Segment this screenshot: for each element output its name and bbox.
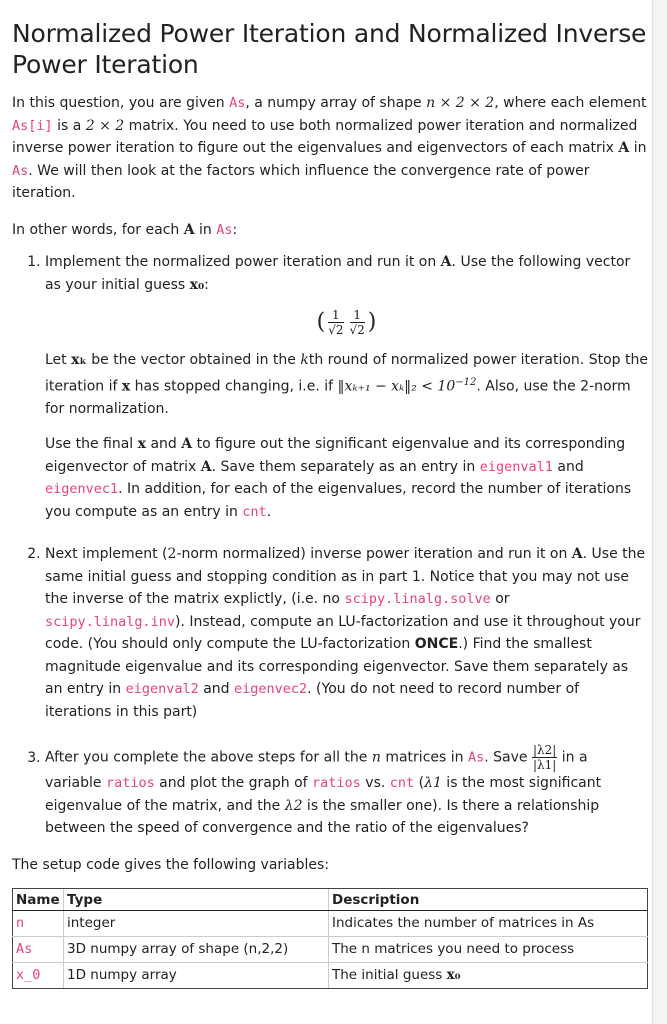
- table-row: As 3D numpy array of shape (n,2,2) The n matrices you need to process: [13, 937, 648, 963]
- math-stop-condition: ‖xₖ₊₁ − xₖ‖₂ < 10: [337, 378, 456, 395]
- code-As: As: [216, 221, 233, 238]
- intro-paragraph: In this question, you are given As, a numpy array of shape n × 2 × 2, where each element As[i] is a 2 × 2 matrix. You need to use both normalized power iteration and normalized inverse power iteration to figure out the eigenvalues and eigenvectors of each matrix A in As. We will then look at the factors which influence the convergence rate of power iteration.: [12, 95, 647, 201]
- header-description: Description: [329, 889, 648, 911]
- code-As-i: As[i]: [12, 117, 53, 134]
- setup-text: The setup code gives the following variables:: [12, 856, 330, 873]
- step-3: 3. After you complete the above steps for all the n matrices in As. Save $\frac{|\lambda 2|}{|\lambda 1|}$ in a variable ratios and plot the graph of ratios vs. cnt (λ1 is the most significant eigenvalue of the matrix, and the λ2 is the smaller one). Is there a relationship between the speed of convergence and the ratio of the eigenvalues?: [45, 743, 648, 840]
- code-eigenvec2: eigenvec2: [234, 681, 308, 698]
- code-As: As: [229, 95, 246, 111]
- question-content: [12, 14, 648, 989]
- math-A: A: [183, 221, 195, 238]
- ratio-fraction: $\frac{|\lambda 2|}{|\lambda 1|}$: [532, 743, 557, 773]
- math-shape: n × 2 × 2: [426, 95, 495, 111]
- code-ratios: ratios: [105, 775, 155, 792]
- code-eigenvec1: eigenvec1: [45, 481, 119, 498]
- math-dim: 2 × 2: [85, 117, 125, 134]
- header-type: Type: [64, 889, 329, 911]
- step-1: 1. Implement the normalized power iteration and run it on A. Use the following vector as your initial guess x₀: ( $\frac{1}{√2}$ $\frac{1}{√2}$ ) Let xₖ be the vector obtained in the kth round of normalized power iteration. Stop the iteration if x has stopped changing, i.e. if ‖xₖ₊₁ − xₖ‖₂ < $10^{-12}$. Also, use the 2-norm for normalization. Use the final x and A to figure out the significant eigenvalue and its corresponding eigenvector of matrix A. Save them separately as an entry in eigenval1 and eigenvec1. In addition, for each of the eigenvalues, record the number of iterations you compute as an entry in cnt.: [45, 251, 648, 523]
- steps-list: [12, 251, 648, 840]
- math-A: A: [618, 140, 630, 156]
- scrollbar-track[interactable]: [652, 0, 667, 1024]
- code-eigenval1: eigenval1: [479, 458, 553, 475]
- code-cnt: cnt: [242, 503, 267, 520]
- initial-guess-vector: ( $\frac{1}{√2}$ $\frac{1}{√2}$ ): [316, 308, 377, 337]
- code-As: As: [12, 162, 29, 179]
- table-row: n integer Indicates the number of matrices in As: [13, 911, 648, 937]
- code-eigenval2: eigenval2: [125, 681, 199, 698]
- table-header-row: [13, 889, 648, 911]
- code-scipy-inv: scipy.linalg.inv: [45, 613, 176, 630]
- table-row: x_0 1D numpy array The initial guess x₀: [13, 963, 648, 989]
- math-x0: x₀: [189, 276, 205, 293]
- variables-table: [12, 888, 648, 989]
- step-2: 2. Next implement (2-norm normalized) inverse power iteration and run it on A. Use the same initial guess and stopping condition as in part 1. Notice that you may not use the inverse of the matrix explictly, (i.e. no scipy.linalg.solve or scipy.linalg.inv). Instead, compute an LU-factorization and use it throughout your code. (You should only compute the LU-factorization ONCE.) Find the smallest magnitude eigenvalue and its corresponding eigenvector. Save them separately as an entry in eigenval2 and eigenvec2. (You do not need to record number of iterations in this part): [45, 543, 648, 723]
- code-scipy-solve: scipy.linalg.solve: [344, 591, 491, 608]
- intro-paragraph-2: In other words, for each A in As:: [12, 221, 238, 238]
- page-title: Normalized Power Iteration and Normalized Inverse Power Iteration: [12, 19, 647, 79]
- header-name: Name: [13, 889, 64, 911]
